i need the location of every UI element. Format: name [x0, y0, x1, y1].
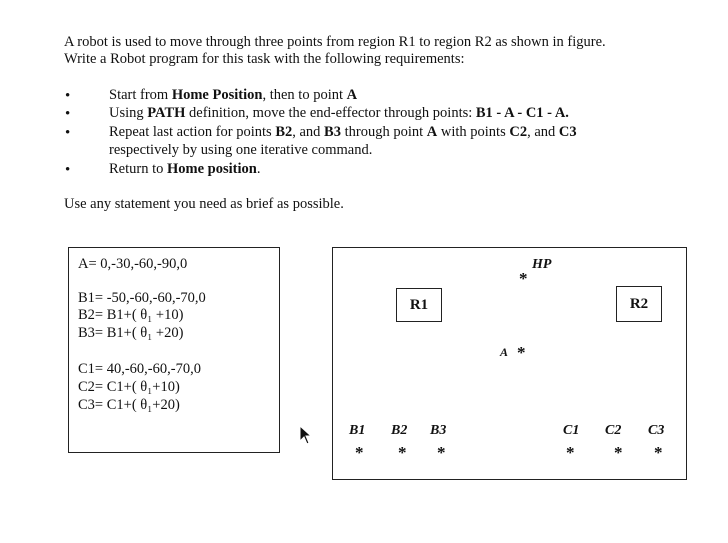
label-A: A	[500, 345, 509, 359]
requirement-3-bold: C2	[509, 124, 528, 140]
def-B3: B3= B1+( θ₁ +20)	[78, 325, 184, 341]
intro-line-2: Write a Robot program for this task with the following requirements:	[64, 51, 465, 67]
bullet-dot: •	[65, 162, 71, 178]
def-C3: C3= C1+( θ₁+20)	[78, 397, 180, 413]
requirement-3-bold: B2	[275, 124, 293, 140]
requirement-1-text-2: , then to point	[262, 87, 347, 103]
requirement-1-text: Start from	[109, 87, 172, 103]
requirement-2-text-2: definition, move the end-effector through points:	[185, 105, 476, 121]
region-R1: R1	[396, 288, 442, 322]
requirement-1	[109, 87, 357, 104]
requirement-2-bold: PATH	[147, 105, 186, 121]
def-C2: C2= C1+( θ₁+10)	[78, 379, 180, 395]
point-B1: *	[355, 443, 364, 462]
label-B2: B2	[391, 423, 408, 438]
requirement-3-bold: A	[426, 124, 438, 140]
requirement-3-text: Repeat last action for points	[109, 124, 276, 140]
requirement-3-text: with points	[437, 124, 510, 140]
label-B1: B1	[349, 423, 366, 438]
requirement-4-text-2: .	[256, 161, 261, 177]
bullet-dot: •	[65, 106, 71, 122]
requirement-3-text: , and	[527, 124, 559, 140]
point-C2: *	[614, 443, 623, 462]
requirement-1-bold-2: A	[346, 87, 358, 103]
requirement-3-text: through point	[340, 124, 427, 140]
point-home-position: *	[519, 269, 528, 288]
label-home-position: HP	[532, 257, 552, 272]
region-R2: R2	[616, 286, 662, 322]
label-B3: B3	[430, 423, 447, 438]
requirement-3-bold: B3	[324, 124, 341, 140]
point-B2: *	[398, 443, 407, 462]
workspace-figure	[332, 247, 687, 480]
label-C3: C3	[648, 423, 665, 438]
bullet-dot: •	[65, 88, 71, 104]
label-C1: C1	[563, 423, 580, 438]
requirement-3-line-1	[109, 124, 577, 141]
closing-note: Use any statement you need as brief as possible.	[64, 196, 344, 212]
point-B3: *	[437, 443, 446, 462]
bullet-dot: •	[65, 125, 71, 141]
intro-line-1: A robot is used to move through three points from region R1 to region R2 as shown in figure.	[64, 34, 606, 50]
def-B2: B2= B1+( θ₁ +10)	[78, 307, 184, 323]
point-C1: *	[566, 443, 575, 462]
requirement-3-bold: C3	[558, 124, 577, 140]
requirement-3-text: , and	[292, 124, 325, 140]
requirement-4-text: Return to	[109, 161, 167, 177]
requirement-2-bold-2: B1 - A - C1 - A.	[475, 105, 569, 121]
requirement-4	[109, 161, 260, 178]
point-A: *	[517, 343, 526, 362]
point-C3: *	[654, 443, 663, 462]
def-C1: C1= 40,-60,-60,-70,0	[78, 361, 201, 377]
def-A: A= 0,-30,-60,-90,0	[78, 256, 188, 272]
requirement-2	[109, 105, 569, 122]
requirement-4-bold: Home position	[167, 161, 257, 177]
def-B1: B1= -50,-60,-60,-70,0	[78, 290, 206, 306]
requirement-1-bold: Home Position	[171, 87, 263, 103]
requirement-3-line-2: respectively by using one iterative command.	[109, 142, 373, 158]
mouse-cursor-icon	[299, 425, 313, 445]
requirement-2-text: Using	[109, 105, 148, 121]
label-C2: C2	[605, 423, 622, 438]
point-definitions-box	[68, 247, 280, 453]
